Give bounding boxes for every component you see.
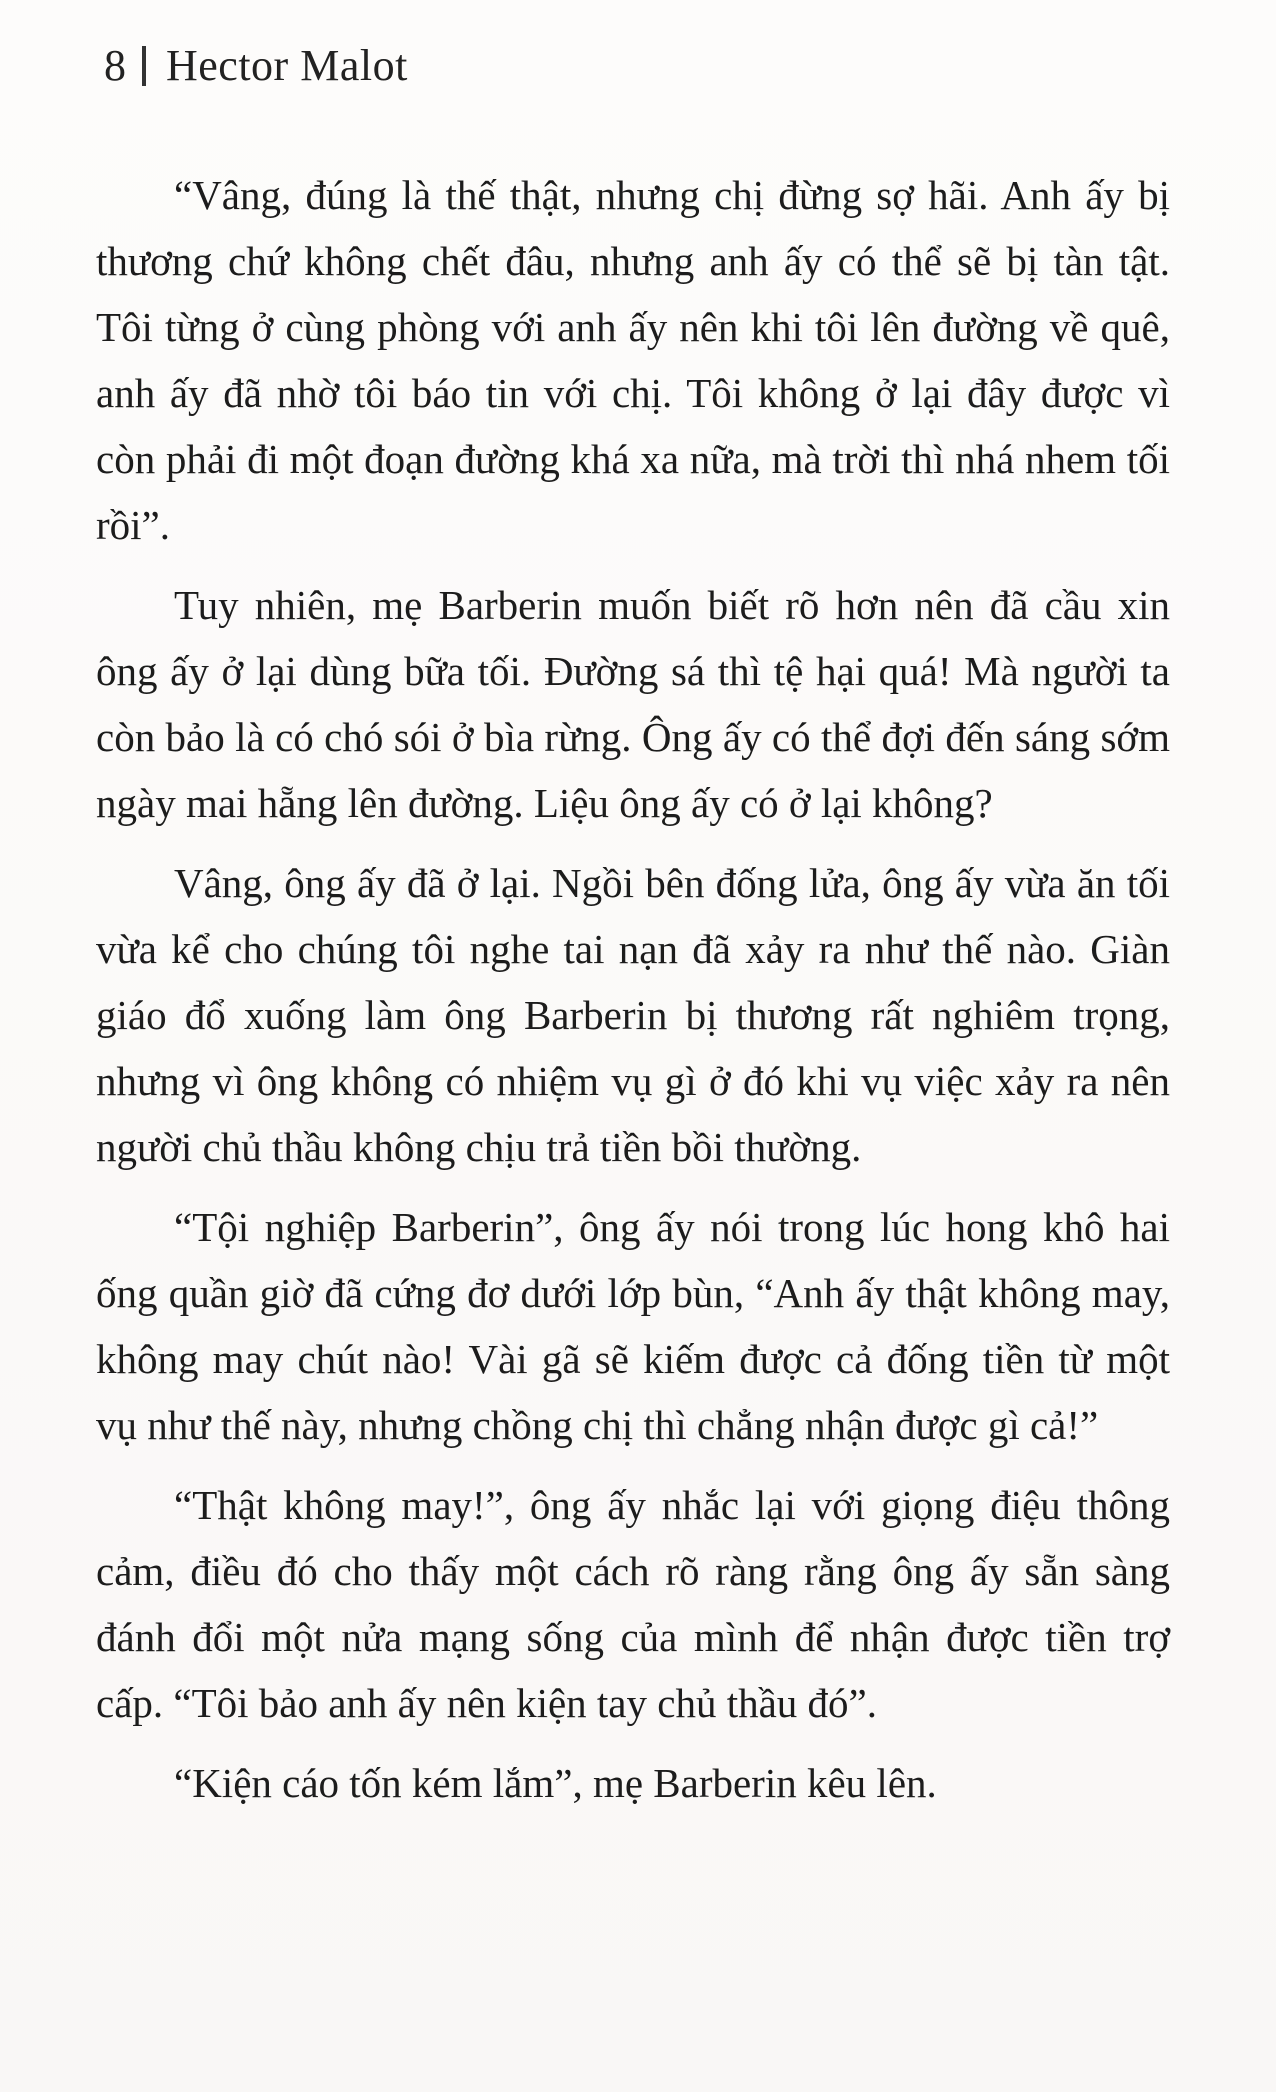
- page-number: 8: [104, 41, 126, 90]
- paragraph-6: “Kiện cáo tốn kém lắm”, mẹ Barberin kêu lên.: [174, 1760, 937, 1806]
- paragraph-5: “Thật không may!”, ông ấy nhắc lại với giọng điệu thông cảm, điều đó cho thấy một cách rõ ràng rằng ông ấy sẵn sàng đánh đổi một nửa mạng sống của mình để nhận được tiền trợ cấp. “Tôi bảo anh ấy nên kiện tay chủ thầu đó”.: [96, 1482, 1170, 1726]
- paragraph-3: Vâng, ông ấy đã ở lại. Ngồi bên đống lửa, ông ấy vừa ăn tối vừa kể cho chúng tôi nghe tai nạn đã xảy ra như thế nào. Giàn giáo đổ xuống làm ông Barberin bị thương rất nghiêm trọng, nhưng vì ông không có nhiệm vụ gì ở đó khi vụ việc xảy ra nên người chủ thầu không chịu trả tiền bồi thường.: [96, 860, 1170, 1170]
- author-name: Hector Malot: [166, 41, 408, 90]
- body-text: [96, 162, 1170, 1830]
- paragraph-2: Tuy nhiên, mẹ Barberin muốn biết rõ hơn nên đã cầu xin ông ấy ở lại dùng bữa tối. Đường sá thì tệ hại quá! Mà người ta còn bảo là có chó sói ở bìa rừng. Ông ấy có thể đợi đến sáng sớm ngày mai hẵng lên đường. Liệu ông ấy có ở lại không?: [96, 582, 1170, 826]
- running-header: [104, 41, 408, 90]
- header-separator: [142, 46, 146, 86]
- paragraph-4: “Tội nghiệp Barberin”, ông ấy nói trong lúc hong khô hai ống quần giờ đã cứng đơ dưới lớp bùn, “Anh ấy thật không may, không may chút nào! Vài gã sẽ kiếm được cả đống tiền từ một vụ như thế này, nhưng chồng chị thì chẳng nhận được gì cả!”: [96, 1204, 1170, 1448]
- paragraph-1: “Vâng, đúng là thế thật, nhưng chị đừng sợ hãi. Anh ấy bị thương chứ không chết đâu, nhưng anh ấy có thể sẽ bị tàn tật. Tôi từng ở cùng phòng với anh ấy nên khi tôi lên đường về quê, anh ấy đã nhờ tôi báo tin với chị. Tôi không ở lại đây được vì còn phải đi một đoạn đường khá xa nữa, mà trời thì nhá nhem tối rồi”.: [96, 172, 1170, 548]
